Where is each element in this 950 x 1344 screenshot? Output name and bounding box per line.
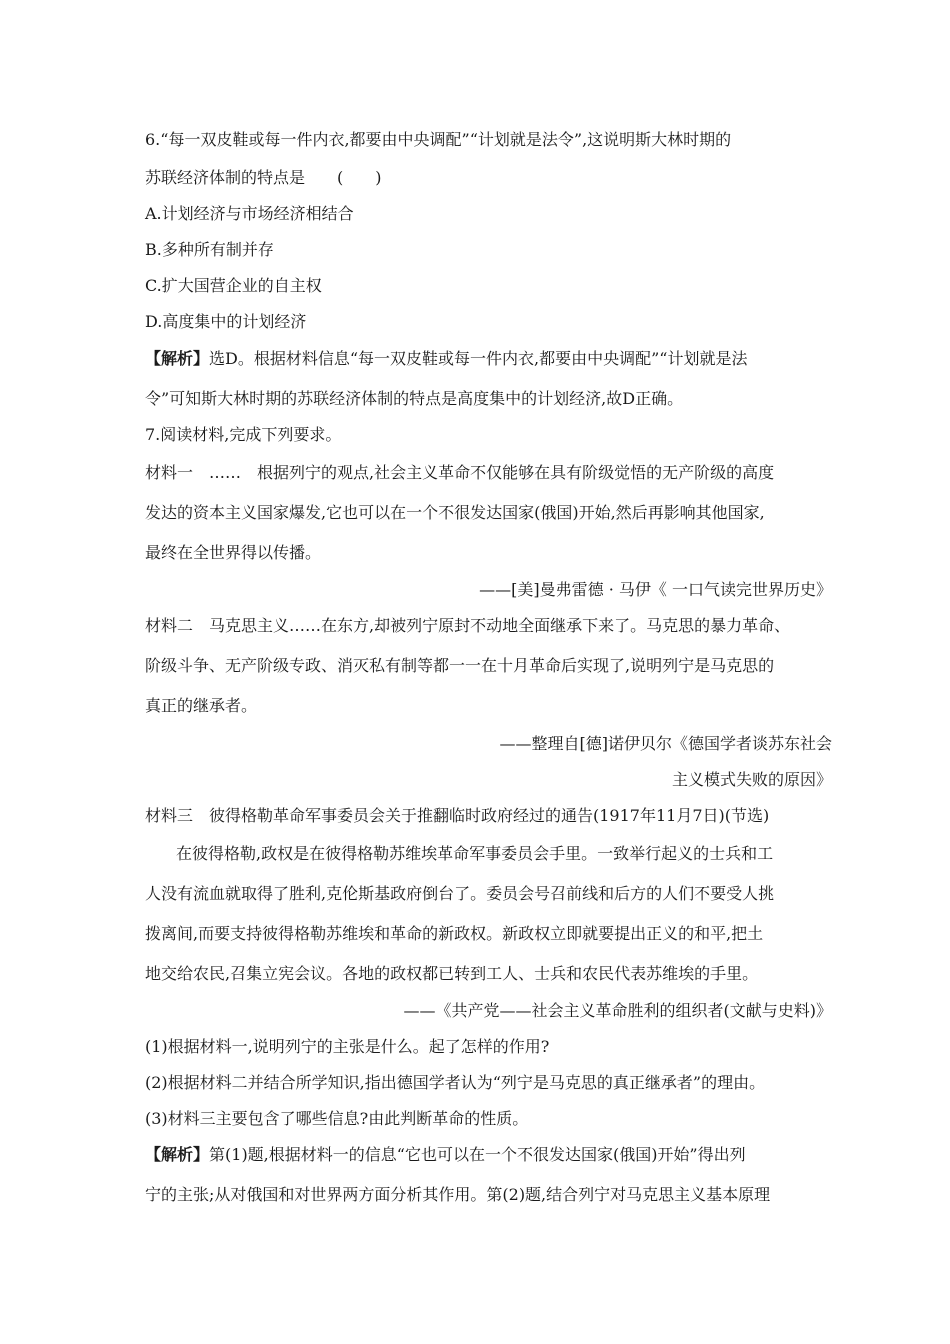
q7-material3-line2: 人没有流血就取得了胜利,克伦斯基政府倒台了。委员会号召前线和后方的人们不要受人挑 [145, 884, 775, 903]
q7-analysis-line2: 宁的主张;从对俄国和对世界两方面分析其作用。第(2)题,结合列宁对马克思主义基本原理 [145, 1185, 771, 1204]
q6-option-c: C.扩大国营企业的自主权 [145, 276, 322, 295]
q7-material3-line3: 拨离间,而要支持彼得格勒苏维埃和革命的新政权。新政权立即就要提出正义的和平,把土 [145, 924, 764, 943]
analysis-text: 选D。根据材料信息“每一双皮鞋或每一件内衣,都要由中央调配”“计划就是法 [209, 349, 748, 368]
q7-sub3: (3)材料三主要包含了哪些信息?由此判断革命的性质。 [145, 1109, 529, 1128]
q7-material1-line3: 最终在全世界得以传播。 [145, 543, 322, 562]
q6-analysis-line1 [145, 349, 825, 369]
q7-analysis-line1 [145, 1145, 825, 1165]
analysis-tag: 【解析】 [145, 1145, 210, 1164]
q7-sub1: (1)根据材料一,说明列宁的主张是什么。起了怎样的作用? [145, 1037, 550, 1056]
q7-sub2: (2)根据材料二并结合所学知识,指出德国学者认为“列宁是马克思的真正继承者”的理由。 [145, 1073, 766, 1092]
q7-material3-line1: 在彼得格勒,政权是在彼得格勒苏维埃革命军事委员会手里。一致举行起义的士兵和工 [176, 844, 774, 863]
q7-material1-line1: 材料一 …… 根据列宁的观点,社会主义革命不仅能够在具有阶级觉悟的无产阶级的高度 [145, 463, 775, 482]
q6-option-d: D.高度集中的计划经济 [145, 312, 307, 331]
q6-option-b: B.多种所有制并存 [145, 240, 274, 259]
q7-material2-line2: 阶级斗争、无产阶级专政、消灭私有制等都一一在十月革命后实现了,说明列宁是马克思的 [145, 656, 775, 675]
q7-material2-source-line2: 主义模式失败的原因》 [671, 770, 832, 789]
q6-option-a: A.计划经济与市场经济相结合 [145, 204, 354, 223]
q7-material3-line4: 地交给农民,召集立宪会议。各地的政权都已转到工人、士兵和农民代表苏维埃的手里。 [145, 964, 759, 983]
q6-stem-line2: 苏联经济体制的特点是 ( ) [145, 168, 382, 187]
q7-material2-line3: 真正的继承者。 [145, 696, 258, 715]
q7-material3-title: 材料三 彼得格勒革命军事委员会关于推翻临时政府经过的通告(1917年11月7日)(节选) [145, 806, 770, 825]
q7-material1-source: ——[美]曼弗雷德 · 马伊《 一口气读完世界历史》 [479, 580, 832, 599]
q6-analysis-line2: 令”可知斯大林时期的苏联经济体制的特点是高度集中的计划经济,故D正确。 [145, 389, 684, 408]
analysis-tag: 【解析】 [145, 349, 210, 368]
q7-material2-line1: 材料二 马克思主义……在东方,却被列宁原封不动地全面继承下来了。马克思的暴力革命、 [145, 616, 791, 635]
q6-stem-line1: 6.“每一双皮鞋或每一件内衣,都要由中央调配”“计划就是法令”,这说明斯大林时期的 [145, 130, 732, 149]
q7-material3-source: ——《共产党——社会主义革命胜利的组织者(文献与史料)》 [403, 1001, 832, 1020]
q7-material2-source-line1: ——整理自[德]诺伊贝尔《德国学者谈苏东社会 [499, 734, 832, 753]
analysis-text: 第(1)题,根据材料一的信息“它也可以在一个不很发达国家(俄国)开始”得出列 [209, 1145, 746, 1164]
q7-stem: 7.阅读材料,完成下列要求。 [145, 425, 342, 444]
q7-material1-line2: 发达的资本主义国家爆发,它也可以在一个不很发达国家(俄国)开始,然后再影响其他国家, [145, 503, 765, 522]
